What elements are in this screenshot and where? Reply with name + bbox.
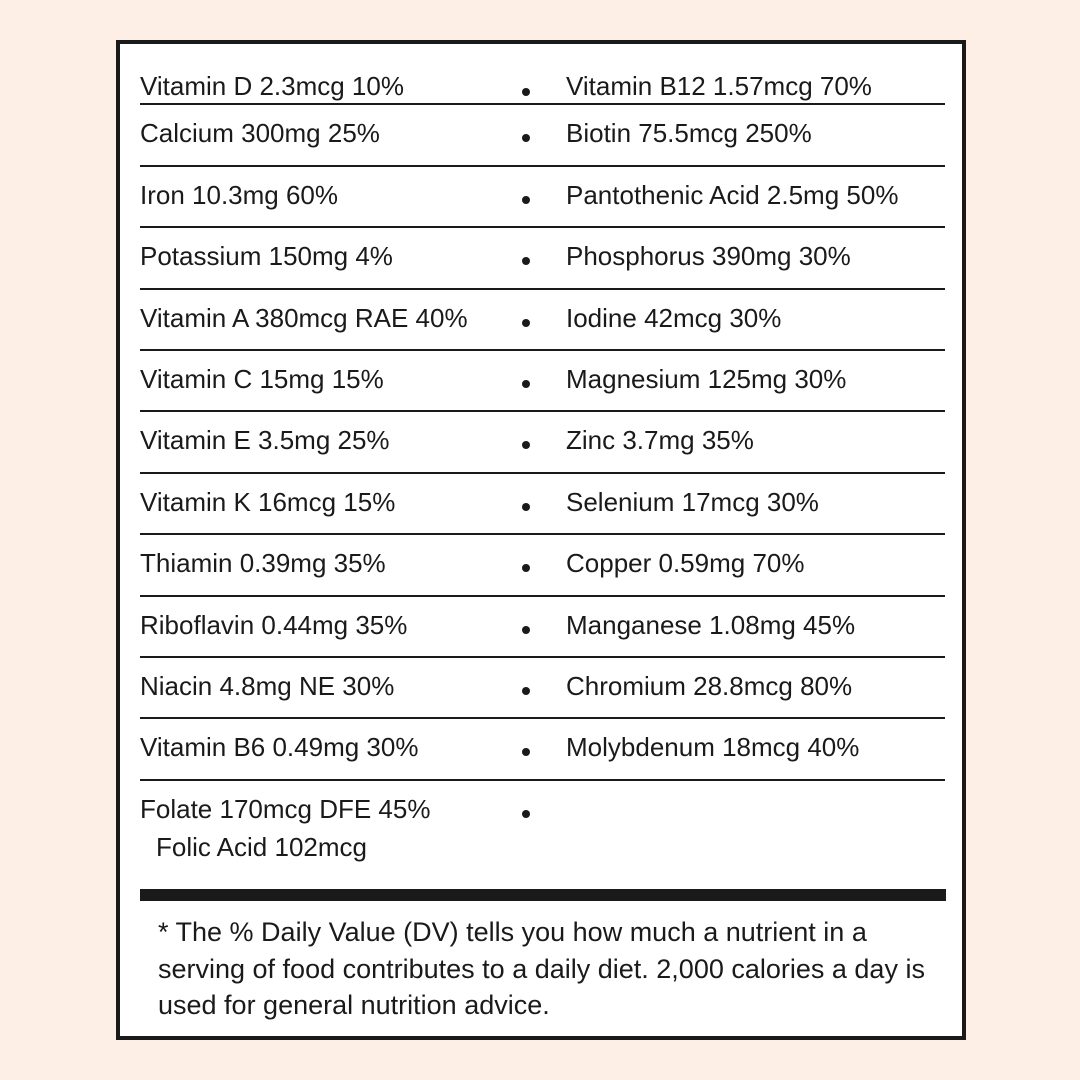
nutrient-left: Niacin 4.8mg NE 30% [140, 670, 395, 701]
bullet-icon [522, 810, 530, 818]
nutrient-row [140, 535, 945, 596]
nutrient-row [140, 44, 945, 105]
nutrient-row [140, 597, 945, 658]
nutrient-row [140, 781, 945, 877]
nutrient-left: Riboflavin 0.44mg 35% [140, 609, 408, 640]
nutrient-left: Potassium 150mg 4% [140, 241, 393, 272]
nutrient-list [140, 44, 945, 877]
bullet-icon [522, 564, 530, 572]
nutrient-left: Calcium 300mg 25% [140, 118, 380, 149]
nutrient-right: Chromium 28.8mcg 80% [566, 670, 853, 701]
bullet-icon [522, 380, 530, 388]
nutrient-right: Phosphorus 390mg 30% [566, 241, 851, 272]
nutrient-left: Iron 10.3mg 60% [140, 179, 339, 210]
nutrient-row [140, 351, 945, 412]
nutrient-row [140, 474, 945, 535]
nutrient-right: Zinc 3.7mg 35% [566, 425, 754, 456]
nutrient-right: Vitamin B12 1.57mcg 70% [566, 71, 872, 101]
nutrient-right: Molybdenum 18mcg 40% [566, 732, 860, 763]
nutrient-row [140, 228, 945, 289]
nutrient-left: Vitamin K 16mcg 15% [140, 486, 396, 517]
nutrient-row [140, 658, 945, 719]
nutrient-left: Folate 170mcg DFE 45% [140, 793, 431, 824]
nutrient-row [140, 105, 945, 166]
nutrient-right: Copper 0.59mg 70% [566, 548, 805, 579]
nutrient-right: Iodine 42mcg 30% [566, 302, 782, 333]
bullet-icon [522, 134, 530, 142]
thick-divider [140, 889, 946, 901]
nutrient-right: Magnesium 125mg 30% [566, 363, 847, 394]
nutrient-sub: Folic Acid 102mcg [156, 831, 367, 862]
bullet-icon [522, 441, 530, 449]
bullet-icon [522, 748, 530, 756]
bullet-icon [522, 88, 530, 96]
bullet-icon [522, 319, 530, 327]
nutrient-left: Thiamin 0.39mg 35% [140, 548, 386, 579]
nutrition-facts-panel [116, 40, 966, 1040]
daily-value-footnote: * The % Daily Value (DV) tells you how much a nutrient in a serving of food contributes to a daily diet. 2,000 calories a day is used for general nutrition advice. [158, 917, 925, 1020]
bullet-icon [522, 626, 530, 634]
nutrient-right: Selenium 17mcg 30% [566, 486, 819, 517]
nutrient-right: Manganese 1.08mg 45% [566, 609, 856, 640]
nutrient-left: Vitamin D 2.3mcg 10% [140, 71, 404, 101]
bullet-icon [522, 257, 530, 265]
bullet-icon [522, 503, 530, 511]
nutrient-row [140, 167, 945, 228]
nutrient-left: Vitamin C 15mg 15% [140, 363, 384, 394]
nutrient-row [140, 719, 945, 780]
nutrient-left: Vitamin A 380mcg RAE 40% [140, 302, 468, 333]
nutrient-right: Biotin 75.5mcg 250% [566, 118, 812, 149]
nutrient-row [140, 290, 945, 351]
nutrient-row [140, 412, 945, 473]
nutrient-right: Pantothenic Acid 2.5mg 50% [566, 179, 899, 210]
bullet-icon [522, 196, 530, 204]
nutrient-left: Vitamin E 3.5mg 25% [140, 425, 390, 456]
bullet-icon [522, 687, 530, 695]
nutrient-left: Vitamin B6 0.49mg 30% [140, 732, 419, 763]
